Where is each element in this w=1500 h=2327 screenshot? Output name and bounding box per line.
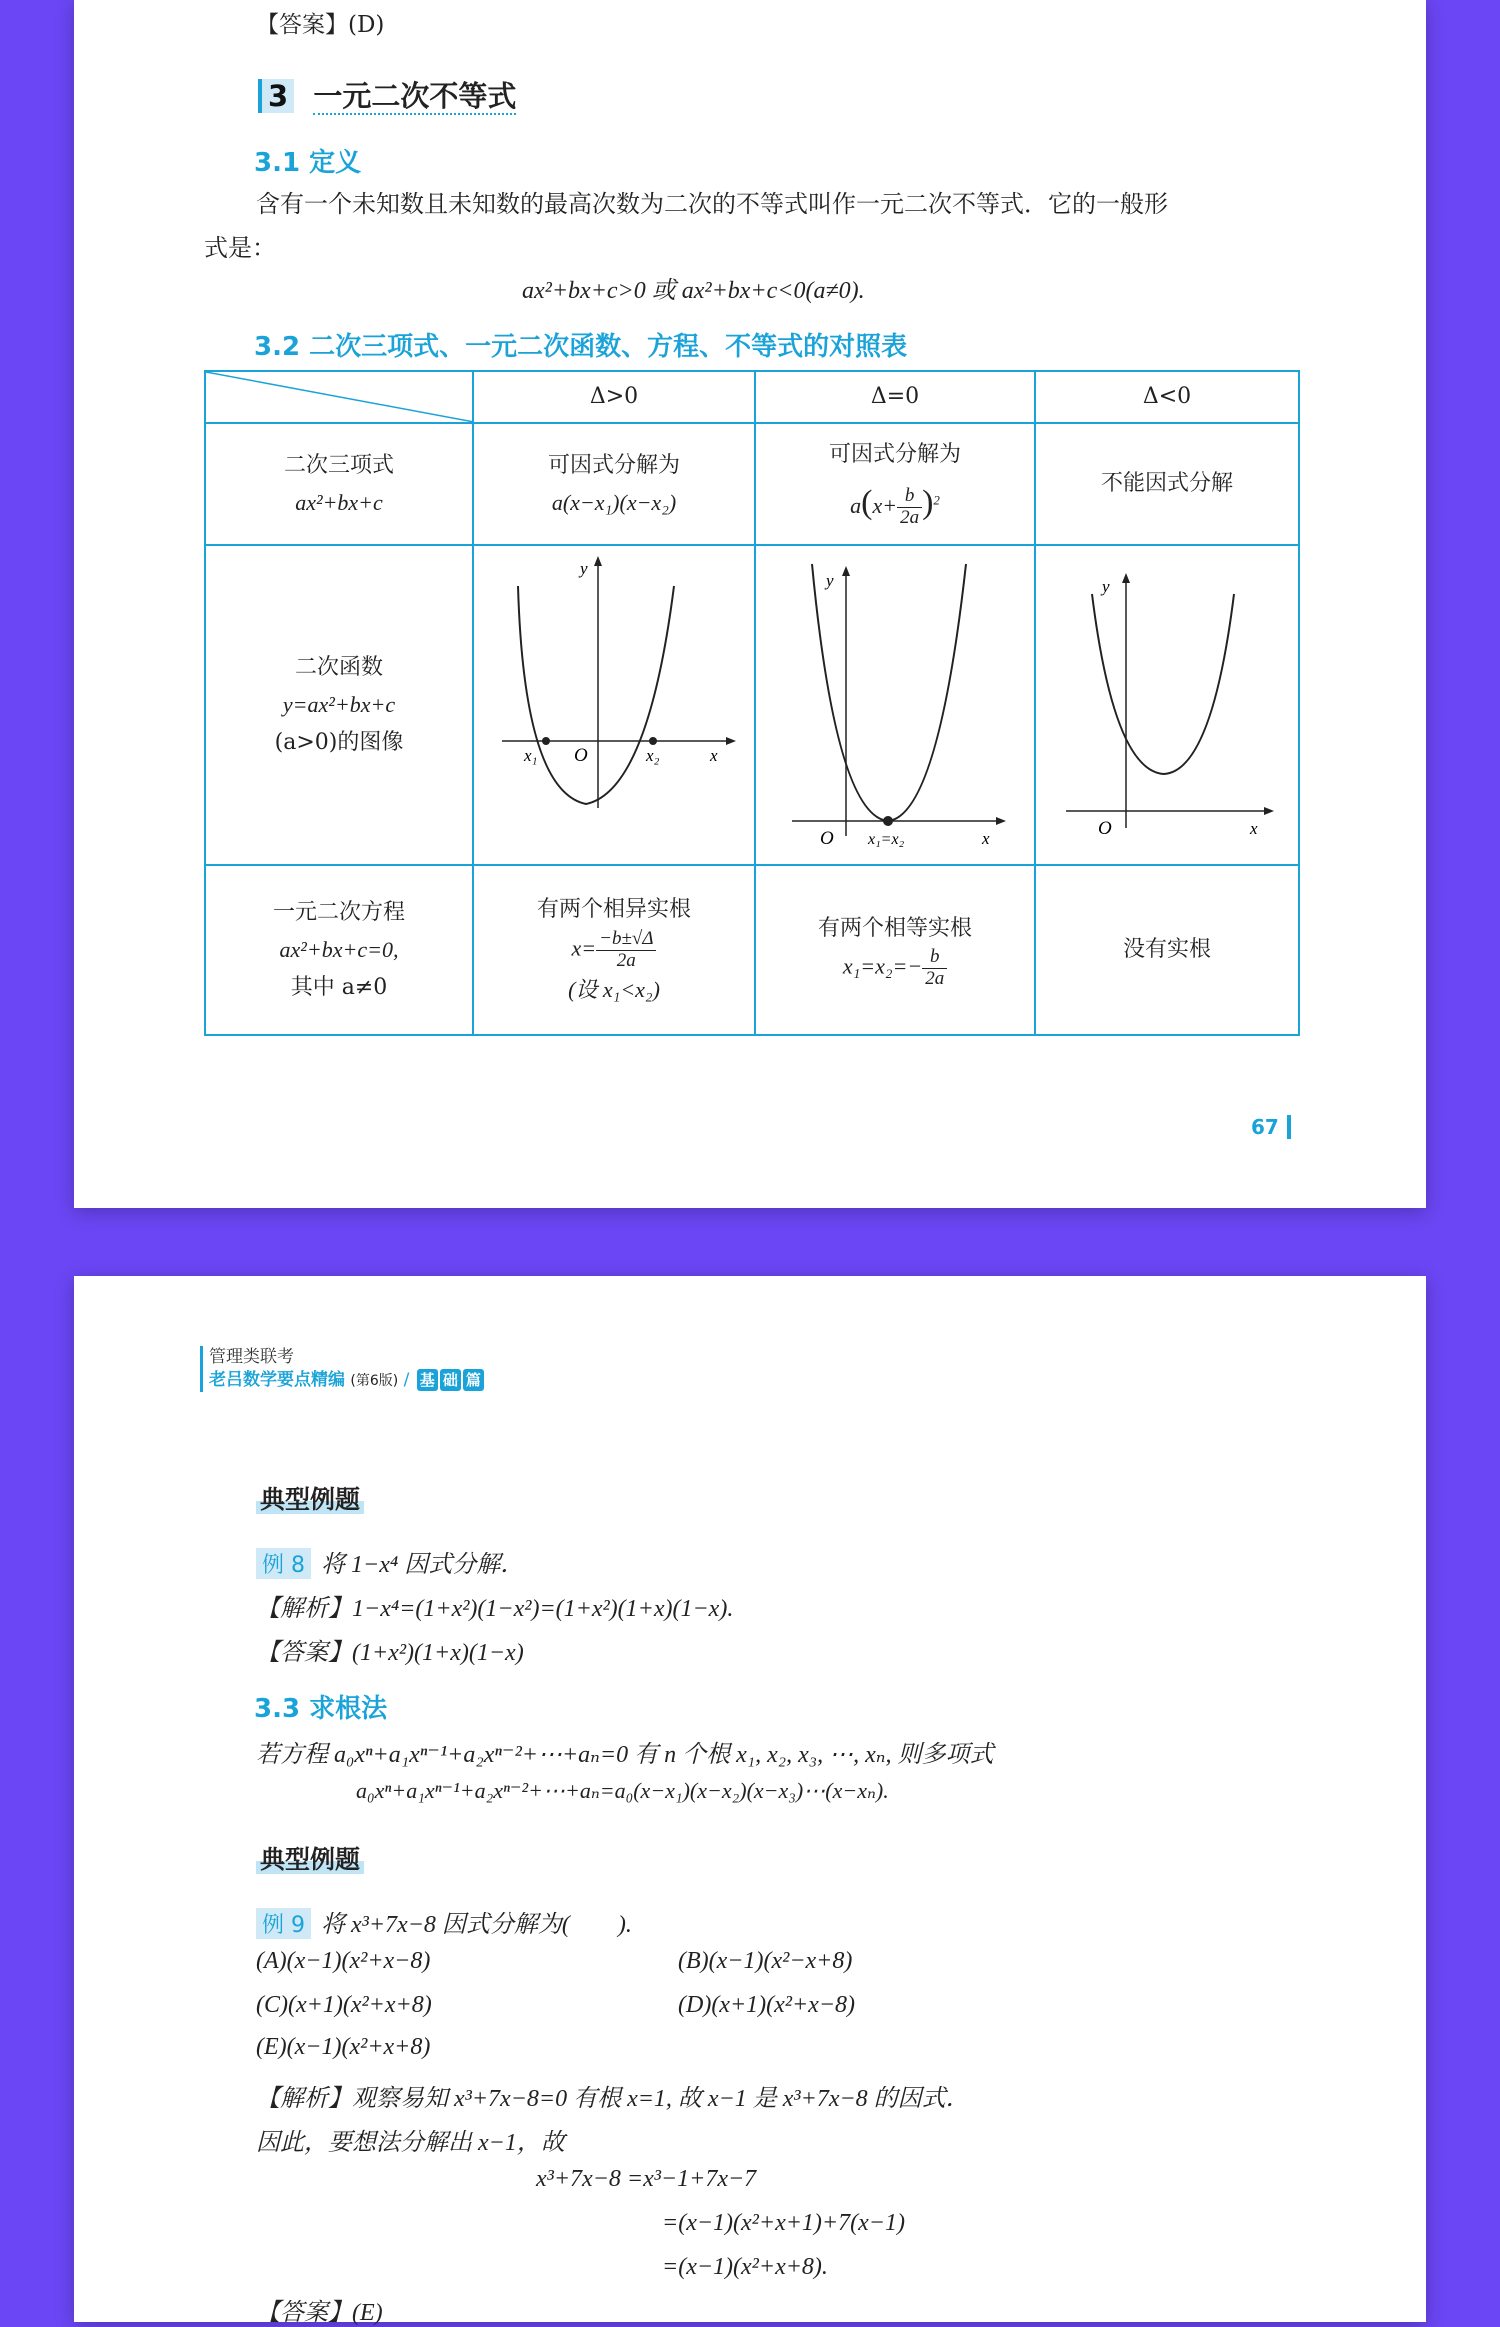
label-line: 二次三项式 [283, 452, 394, 478]
section-title: 一元二次不等式 [313, 79, 517, 113]
equation-delta-negative: 没有实根 [1035, 865, 1299, 1035]
equation-delta-positive [473, 865, 755, 1035]
corner-cell [205, 371, 473, 423]
x1-label: x₁ [524, 746, 538, 765]
y-axis-arrow [594, 556, 602, 566]
header-title-line: 老吕数学要点精编 (第6版) / 基 础 篇 [209, 1369, 484, 1392]
y-label: y [826, 571, 834, 590]
example-9-answer: 【答案】(E) [256, 2300, 383, 2326]
page-68 [74, 1276, 1426, 2326]
numerator: b [922, 947, 947, 969]
root-method-heading: 3.3 求根法 [254, 1694, 388, 1724]
example-9-solution-2: 因此，要想法分解出 x−1，故 [256, 2130, 565, 2156]
header-chip-1: 基 [417, 1369, 438, 1391]
definition-text-1: 含有一个未知数且未知数的最高次数为二次的不等式叫作一元二次不等式．它的一般形 [256, 190, 1168, 218]
previous-answer: 【答案】(D) [256, 12, 385, 38]
trinomial-delta-positive [473, 423, 755, 545]
header-edition: (第6版) [350, 1372, 399, 1389]
root-x1 [542, 737, 550, 745]
graph-no-root [1036, 546, 1300, 864]
quadratic-formula [474, 929, 754, 972]
page-67 [74, 0, 1426, 1208]
y-label: y [580, 559, 588, 578]
header-chip-3: 篇 [463, 1369, 484, 1391]
page-number: 67 [1251, 1115, 1291, 1139]
x-equals: x= [571, 935, 597, 961]
example-8-solution: 【解析】1−x⁴=(1+x²)(1−x²)=(1+x²)(1+x)(1−x). [256, 1596, 734, 1622]
option-c: (C)(x+1)(x²+x+8) [256, 1992, 432, 2018]
equation-delta-zero [755, 865, 1035, 1035]
row-equation [205, 865, 1299, 1035]
example-8 [256, 1544, 524, 1579]
trinomial-delta-negative: 不能因式分解 [1035, 423, 1299, 545]
graph-double-root-cell [755, 545, 1035, 865]
typical-examples-heading-2 [256, 1840, 364, 1876]
graph-no-root-cell [1035, 545, 1299, 865]
denominator: 2a [616, 949, 636, 971]
header-delta-negative: Δ<0 [1035, 371, 1299, 423]
table-header-row [205, 371, 1299, 423]
cell-text: 可因式分解为 [828, 442, 961, 468]
double-root [883, 816, 893, 826]
example-9 [256, 1904, 632, 1939]
root-method-formula: a₀xⁿ+a₁xⁿ⁻¹+a₂xⁿ⁻²+⋯+aₙ=a₀(x−x₁)(x−x₂)(x−x₃)⋯(x−xₙ). [356, 1778, 889, 1803]
option-b: (B)(x−1)(x²−x+8) [678, 1948, 853, 1974]
row-trinomial [205, 423, 1299, 545]
x1-equals-x2-label: x₁=x₂ [868, 831, 905, 848]
label-formula: y=ax²+bx+c [282, 692, 396, 718]
example-9-step-1: x³+7x−8 =x³−1+7x−7 [536, 2166, 757, 2192]
cell-note: (设 x₁<x₂) [568, 977, 660, 1003]
definition-heading: 3.1 定义 [254, 148, 362, 178]
label-condition: 其中 a≠0 [290, 974, 388, 1000]
fraction [897, 486, 922, 529]
label-line: 二次函数 [294, 654, 383, 680]
x-axis-arrow [726, 737, 736, 745]
table-heading: 3.2 二次三项式、一元二次函数、方程、不等式的对照表 [254, 332, 908, 362]
y-axis-arrow [1122, 573, 1130, 583]
fraction [596, 929, 656, 972]
x-axis-arrow [996, 817, 1006, 825]
option-d: (D)(x+1)(x²+x−8) [678, 1992, 856, 2018]
option-a: (A)(x−1)(x²+x−8) [256, 1948, 431, 1974]
double-root-formula [756, 947, 1034, 990]
origin-label: O [1098, 818, 1112, 839]
x2-label: x₂ [646, 746, 660, 765]
example-tag: 例 8 [256, 1548, 311, 1579]
example-9-step-2: =(x−1)(x²+x+1)+7(x−1) [662, 2210, 905, 2236]
corner-diagonal [206, 372, 474, 422]
perfect-square-formula: a(x+ $\frac{b}{2a}$ )$^2$ [850, 483, 940, 529]
y-label: y [1102, 577, 1110, 596]
numerator: −b±√Δ [596, 929, 656, 951]
row-trinomial-label [205, 423, 473, 545]
example-9-solution-1: 【解析】观察易知 x³+7x−8=0 有根 x=1, 故 x−1 是 x³+7x−8 的因式． [256, 2086, 970, 2112]
graph-two-roots [474, 546, 756, 864]
x1-equals-x2: x₁=x₂=− [842, 953, 923, 979]
origin-label: O [574, 745, 588, 766]
parabola [812, 564, 966, 821]
example-text: 将 1−x⁴ 因式分解． [321, 1552, 525, 1578]
cell-formula: a(x−x₁)(x−x₂) [551, 490, 677, 515]
label-formula: ax²+bx+c [295, 490, 383, 515]
example-8-answer: 【答案】(1+x²)(1+x)(1−x) [256, 1640, 524, 1666]
label-line: 一元二次方程 [272, 899, 405, 925]
graph-double-root [756, 546, 1036, 864]
root-method-text: 若方程 a₀xⁿ+a₁xⁿ⁻¹+a₂xⁿ⁻²+⋯+aₙ=0 有 n 个根 x₁, x₂, x₃, ⋯, xₙ, 则多项式 [256, 1742, 994, 1768]
example-text: 将 x³+7x−8 因式分解为( ). [321, 1912, 632, 1938]
row-function-label [205, 545, 473, 865]
header-series: 管理类联考 [209, 1347, 294, 1367]
header-delta-positive: Δ>0 [473, 371, 755, 423]
denominator: 2a [900, 507, 920, 529]
section-heading [258, 74, 516, 115]
parabola [1092, 594, 1234, 774]
numerator: b [897, 486, 922, 508]
inner: x+ [872, 492, 898, 518]
typical-examples-heading-1 [256, 1480, 364, 1516]
coef: a [850, 492, 862, 518]
section-number: 3 [258, 79, 294, 113]
cell-text: 有两个相等实根 [817, 915, 972, 941]
header-title: 老吕数学要点精编 [209, 1369, 345, 1390]
comparison-table [204, 370, 1300, 1036]
label-condition: (a>0)的图像 [274, 729, 404, 755]
cell-text: 可因式分解为 [547, 452, 680, 478]
typical-examples-title: 典型例题 [256, 1845, 364, 1874]
cell-text: 有两个相异实根 [536, 897, 691, 923]
book-header [200, 1346, 484, 1392]
parabola [518, 586, 674, 804]
example-9-step-3: =(x−1)(x²+x+8). [662, 2254, 828, 2280]
definition-text-2: 式是： [204, 234, 276, 262]
row-function [205, 545, 1299, 865]
x-label: x [710, 746, 718, 765]
definition-formula: ax²+bx+c>0 或 ax²+bx+c<0(a≠0). [522, 278, 865, 304]
x-axis-arrow [1264, 807, 1274, 815]
typical-examples-title: 典型例题 [256, 1485, 364, 1514]
label-formula: ax²+bx+c=0, [279, 937, 399, 963]
origin-label: O [820, 828, 834, 849]
row-equation-label [205, 865, 473, 1035]
header-delta-zero: Δ=0 [755, 371, 1035, 423]
header-chip-2: 础 [440, 1369, 461, 1391]
exponent: 2 [933, 492, 940, 508]
graph-two-roots-cell [473, 545, 755, 865]
x-label: x [1250, 819, 1258, 838]
option-e: (E)(x−1)(x²+x+8) [256, 2034, 431, 2060]
trinomial-delta-zero [755, 423, 1035, 545]
y-axis-arrow [842, 566, 850, 576]
x-label: x [982, 829, 990, 848]
root-x2 [649, 737, 657, 745]
fraction [922, 947, 947, 990]
example-tag: 例 9 [256, 1908, 311, 1939]
denominator: 2a [925, 968, 945, 990]
